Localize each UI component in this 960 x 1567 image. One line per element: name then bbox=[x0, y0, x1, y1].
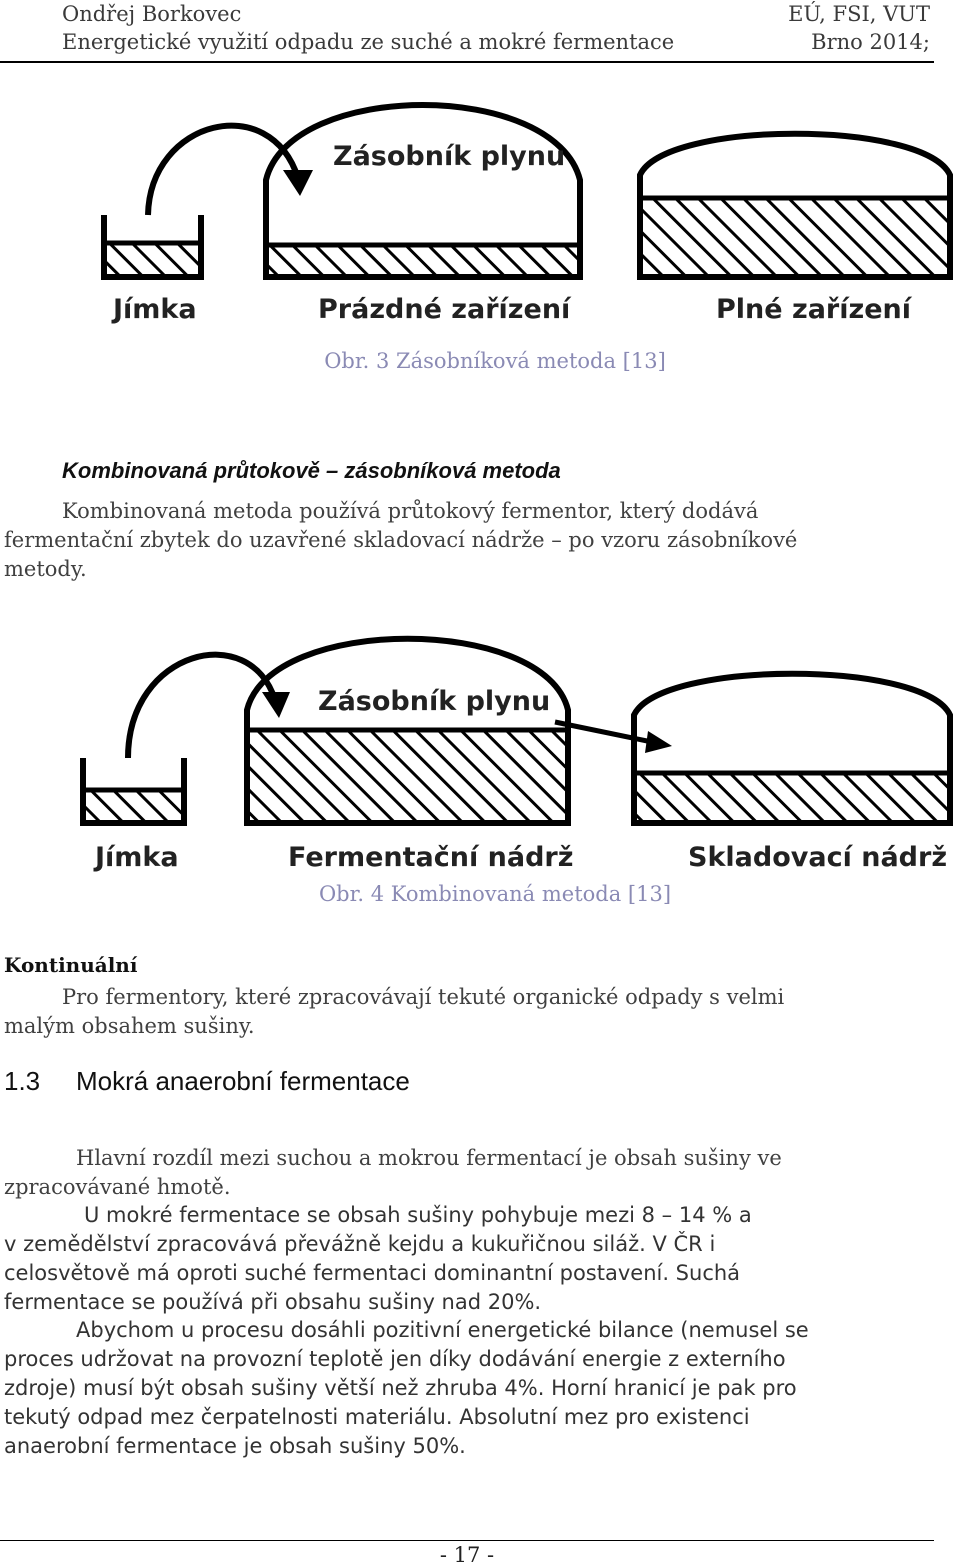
p3-line-1: Abychom u procesu dosáhli pozitivní energetické bilance (nemusel se bbox=[76, 1318, 809, 1342]
header-rule bbox=[0, 61, 934, 63]
pit-fill bbox=[107, 243, 198, 274]
continuous-line-2: malým obsahem sušiny. bbox=[4, 1014, 255, 1038]
p3-line-4: tekutý odpad mez čerpatelnosti materiálu. Absolutní mez pro existenci bbox=[4, 1405, 750, 1429]
paragraph-combined bbox=[4, 497, 934, 584]
label-full-device: Plné zařízení bbox=[716, 294, 911, 325]
combined-line-2: fermentační zbytek do uzavřené skladovací nádrže – po vzoru zásobníkové bbox=[4, 528, 798, 552]
section-number: 1.3 bbox=[4, 1066, 41, 1096]
combined-line-1: Kombinovaná metoda používá průtokový fermentor, který dodává bbox=[62, 499, 759, 523]
header-institution: EÚ, FSI, VUT bbox=[788, 2, 930, 26]
paragraph-2 bbox=[4, 1201, 934, 1317]
subsection-heading-combined: Kombinovaná průtokově – zásobníková metoda bbox=[62, 458, 561, 483]
label-empty-device: Prázdné zařízení bbox=[318, 294, 571, 325]
flow-arrowhead-out bbox=[645, 731, 672, 753]
page-number: - 17 - bbox=[439, 1543, 495, 1567]
section-heading-1-3 bbox=[4, 1066, 410, 1097]
empty-tank-fill bbox=[269, 245, 577, 274]
figure-3-diagram bbox=[0, 95, 960, 330]
fermentation-tank-fill bbox=[250, 730, 565, 820]
p3-line-2: proces udržovat na provozní teplotě jen díky dodávání energie z externího bbox=[4, 1347, 786, 1371]
label-fermentation-tank: Fermentační nádrž bbox=[288, 842, 574, 873]
figure-4-caption: Obr. 4 Kombinovaná metoda [13] bbox=[318, 882, 672, 906]
label-pit: Jímka bbox=[113, 294, 197, 325]
figure-3-caption: Obr. 3 Zásobníková metoda [13] bbox=[324, 349, 666, 373]
header-place-year: Brno 2014; bbox=[811, 30, 930, 54]
p3-line-3: zdroje) musí být obsah sušiny větší než zhruba 4%. Horní hranicí je pak pro bbox=[4, 1376, 797, 1400]
p2-line-2: v zemědělství zpracovává převážně kejdu a kukuřičnou siláž. V ČR i bbox=[4, 1232, 716, 1256]
full-tank-fill bbox=[643, 198, 947, 274]
footer-rule bbox=[0, 1540, 934, 1541]
pit-fill bbox=[86, 790, 181, 820]
paragraph-1 bbox=[4, 1144, 934, 1202]
header-title: Energetické využití odpadu ze suché a mokré fermentace bbox=[62, 30, 675, 54]
header-author: Ondřej Borkovec bbox=[62, 2, 242, 26]
p1-line-2: zpracovávané hmotě. bbox=[4, 1175, 231, 1199]
figure-4-diagram bbox=[0, 630, 960, 880]
p2-line-1: U mokré fermentace se obsah sušiny pohybuje mezi 8 – 14 % a bbox=[84, 1203, 752, 1227]
p1-line-1: Hlavní rozdíl mezi suchou a mokrou fermentací je obsah sušiny ve bbox=[76, 1146, 782, 1170]
p2-line-3: celosvětově má oproti suché fermentaci dominantní postavení. Suchá bbox=[4, 1261, 741, 1285]
flow-arrowhead-in bbox=[262, 692, 290, 718]
label-gas-storage: Zásobník plynu bbox=[333, 141, 566, 172]
label-gas-storage: Zásobník plynu bbox=[318, 686, 551, 717]
paragraph-continuous bbox=[4, 983, 934, 1041]
storage-tank-fill bbox=[637, 773, 947, 820]
flow-arrow bbox=[148, 126, 298, 215]
section-title: Mokrá anaerobní fermentace bbox=[76, 1066, 410, 1096]
label-storage-tank: Skladovací nádrž bbox=[688, 842, 948, 873]
p3-line-5: anaerobní fermentace je obsah sušiny 50%. bbox=[4, 1434, 466, 1458]
subsection-heading-continuous: Kontinuální bbox=[4, 953, 138, 977]
continuous-line-1: Pro fermentory, které zpracovávají tekuté organické odpady s velmi bbox=[62, 985, 785, 1009]
label-pit: Jímka bbox=[95, 842, 179, 873]
combined-line-3: metody. bbox=[4, 557, 87, 581]
paragraph-3 bbox=[4, 1316, 934, 1461]
p2-line-4: fermentace se používá při obsahu sušiny nad 20%. bbox=[4, 1290, 542, 1314]
flow-arrowhead bbox=[283, 170, 313, 196]
